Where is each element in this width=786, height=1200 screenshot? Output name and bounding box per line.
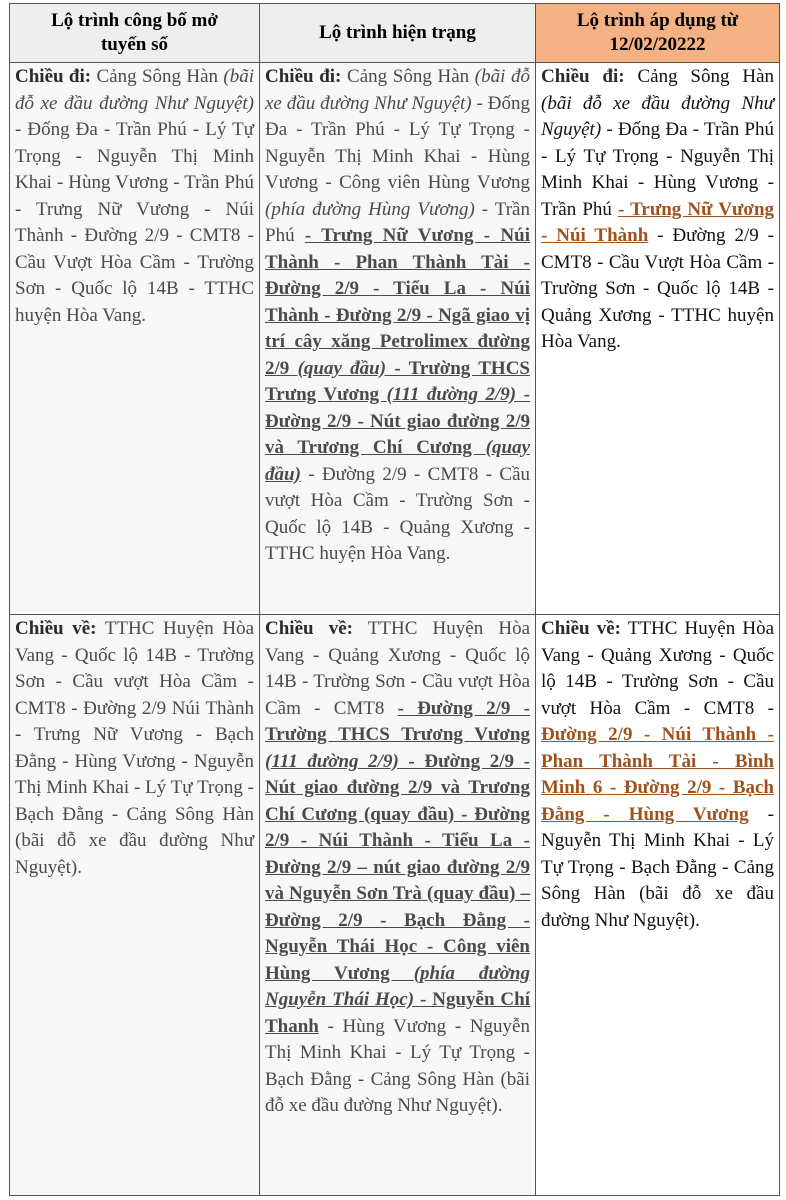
changed-segment: - Đường 2/9 - Nút giao đường 2/9 và Trương Chí Cương bbox=[265, 384, 530, 458]
route-text: - Đống Đa - Trần Phú - Lý Tự Trọng - Nguyễn Thị Minh Khai - Hùng Vương - Công viên Hùng Vương bbox=[265, 92, 530, 193]
direction-label: Chiều về: bbox=[15, 618, 97, 639]
outbound-row bbox=[10, 63, 780, 615]
changed-segment-note: (quay đầu) bbox=[297, 357, 387, 379]
route-text: TTHC Huyện Hòa Vang - Quảng Xương - Quốc lộ 14B - Trường Sơn - Cầu vượt Hòa Cầm - CMT8 bbox=[265, 618, 531, 719]
route-note: (bãi đỗ xe đầu đường Như Nguyệt) bbox=[15, 66, 254, 114]
return-applied-cell bbox=[536, 615, 780, 1196]
changed-segment-note: (phía đường Nguyễn Thái Học) bbox=[265, 962, 531, 1010]
route-comparison-table bbox=[9, 3, 780, 1196]
outbound-published-cell bbox=[10, 63, 260, 615]
header-current-route bbox=[260, 4, 536, 63]
route-text: - Đống Đa - Trần Phú - Lý Tự Trọng - Nguyễn Thị Minh Khai - Hùng Vương - Trần Phú - Trưng Nữ Vương - Núi Thành - Đường 2/9 - CMT8 - Cầu Vượt Hòa Cầm - Trường Sơn - Quốc lộ 14B - TTHC huyện Hòa Vang. bbox=[15, 119, 254, 326]
header-applied-line1: Lộ trình áp dụng từ bbox=[576, 10, 739, 31]
route-note: (phía đường Hùng Vương) bbox=[265, 198, 475, 220]
outbound-current-cell bbox=[260, 63, 536, 615]
changed-segment: - Đường 2/9 - Trường THCS Trương Vương bbox=[265, 697, 530, 745]
new-changed-segment: - Trưng Nữ Vương - Núi Thành bbox=[541, 198, 775, 246]
return-current-cell bbox=[260, 615, 536, 1196]
route-text: - Nguyễn Thị Minh Khai - Lý Tự Trọng - Bạch Đằng - Cảng Sông Hàn (bãi đỗ xe đầu đường Như Nguyệt). bbox=[541, 803, 775, 931]
route-text: - Hùng Vương - Nguyễn Thị Minh Khai - Lý Tự Trọng - Bạch Đằng - Cảng Sông Hàn (bãi đỗ xe đầu đường Như Nguyệt). bbox=[265, 1015, 530, 1116]
new-changed-segment: Đường 2/9 - Núi Thành - Phan Thành Tài - Bình Minh 6 - Đường 2/9 - Bạch Đằng - Hùng Vương bbox=[541, 724, 774, 825]
route-text: Cảng Sông Hàn bbox=[91, 66, 224, 87]
return-published-cell bbox=[10, 615, 260, 1196]
changed-segment: - Đường 2/9 - Nút giao đường 2/9 và Trương Chí Cương (quay đầu) - Đường 2/9 - Núi Thành - Tiểu La - Đường 2/9 – nút giao đường 2/9 và Nguyễn Sơn Trà (quay đầu) – Đường 2/9 - Bạch Đằng - Nguyễn Thái Học - Công viên Hùng Vương bbox=[265, 750, 530, 984]
route-text: - Đường 2/9 - CMT8 - Cầu vượt Hòa Cầm - Trường Sơn - Quốc lộ 14B - Quảng Xương - TTHC huyện Hòa Vang. bbox=[265, 463, 530, 564]
route-text: TTHC Huyện Hòa Vang - Quảng Xương - Quốc lộ 14B - Trường Sơn - Cầu vượt Hòa Cầm - CMT8 - bbox=[541, 618, 775, 719]
changed-segment-note: (quay đầu) bbox=[265, 437, 530, 485]
direction-label: Chiều đi: bbox=[541, 66, 625, 87]
route-text: Cảng Sông Hàn bbox=[341, 66, 475, 87]
direction-label: Chiều về: bbox=[541, 618, 621, 639]
direction-label: Chiều đi: bbox=[265, 66, 342, 87]
header-row bbox=[10, 4, 780, 63]
route-note: (bãi đỗ xe đầu đường Như Nguyệt) bbox=[265, 66, 531, 114]
changed-segment: - Nguyễn Chí Thanh bbox=[265, 989, 531, 1037]
route-text: - Trần Phú bbox=[265, 198, 530, 246]
header-published-line2: tuyến số bbox=[100, 34, 169, 55]
header-current-line1: Lộ trình hiện trạng bbox=[319, 22, 476, 43]
direction-label: Chiều đi: bbox=[15, 66, 92, 87]
changed-segment: - Trường THCS Trưng Vương bbox=[265, 357, 530, 405]
route-text: TTHC Huyện Hòa Vang - Quốc lộ 14B - Trường Sơn - Cầu vượt Hòa Cầm - CMT8 - Đường 2/9 Núi Thành - Trưng Nữ Vương - Bạch Đằng - Hùng Vương - Nguyễn Thị Minh Khai - Lý Tự Trọng - Bạch Đằng - Cảng Sông Hàn (bãi đỗ xe đầu đường Như Nguyệt). bbox=[15, 618, 255, 878]
header-applied-line2: 12/02/20222 bbox=[609, 34, 706, 55]
route-note: (bãi đỗ xe đầu đường Như Nguyệt) bbox=[541, 92, 774, 140]
route-text: - Đường 2/9 - CMT8 - Cầu Vượt Hòa Cầm - Trường Sơn - Quốc lộ 14B - Quảng Xương - TTHC huyện Hòa Vang. bbox=[541, 225, 774, 352]
header-applied-route bbox=[536, 4, 780, 63]
header-published-route bbox=[10, 4, 260, 63]
header-published-line1: Lộ trình công bố mở bbox=[51, 10, 218, 31]
return-row bbox=[10, 615, 780, 1196]
route-text: Cảng Sông Hàn bbox=[624, 66, 775, 87]
changed-segment: - Trưng Nữ Vương - Núi Thành - Phan Thành Tài - Đường 2/9 - Tiểu La - Núi Thành - Đường 2/9 - Ngã giao vị trí cây xăng Petrolimex đường 2/9 bbox=[265, 225, 530, 379]
outbound-applied-cell bbox=[536, 63, 780, 615]
changed-segment-note: (111 đường 2/9) bbox=[265, 750, 399, 772]
changed-segment-note: (111 đường 2/9) bbox=[386, 384, 517, 405]
direction-label: Chiều về: bbox=[265, 618, 353, 639]
route-text: - Đống Đa - Trần Phú - Lý Tự Trọng - Nguyễn Thị Minh Khai - Hùng Vương - Trần Phú bbox=[541, 119, 774, 220]
